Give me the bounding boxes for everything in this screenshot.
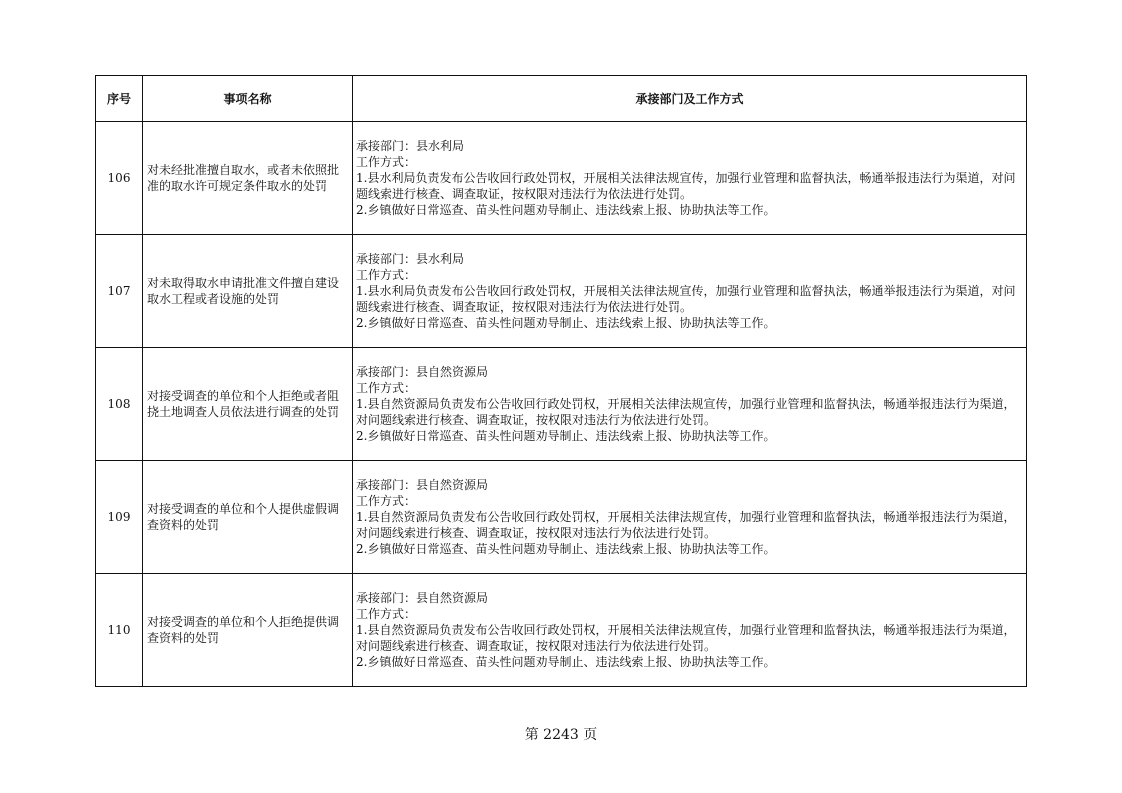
row-item2: 2.乡镇做好日常巡查、苗头性问题劝导制止、违法线索上报、协助执法等工作。 [356, 203, 776, 217]
row-item1: 1.县自然资源局负责发布公告收回行政处罚权，开展相关法律法规宣传，加强行业管理和监督执法，畅通举报违法行为渠道，对问题线索进行核查、调查取证，按权限对违法行为依法进行处罚。 [356, 623, 1016, 653]
row-detail [353, 461, 1027, 574]
row-name: 对接受调查的单位和个人拒绝或者阻挠土地调查人员依法进行调查的处罚 [143, 348, 353, 461]
row-method-label: 工作方式： [356, 607, 417, 621]
row-dept: 承接部门：县自然资源局 [356, 591, 489, 605]
row-method-label: 工作方式： [356, 268, 417, 282]
row-item2: 2.乡镇做好日常巡查、苗头性问题劝导制止、违法线索上报、协助执法等工作。 [356, 316, 776, 330]
row-method-label: 工作方式： [356, 494, 417, 508]
row-method-label: 工作方式： [356, 155, 417, 169]
row-dept: 承接部门：县自然资源局 [356, 365, 489, 379]
row-num: 109 [96, 461, 143, 574]
row-name: 对未经批准擅自取水，或者未依照批准的取水许可规定条件取水的处罚 [143, 122, 353, 235]
page-number: 第 2243 页 [524, 727, 598, 743]
row-item2: 2.乡镇做好日常巡查、苗头性问题劝导制止、违法线索上报、协助执法等工作。 [356, 542, 776, 556]
row-item2: 2.乡镇做好日常巡查、苗头性问题劝导制止、违法线索上报、协助执法等工作。 [356, 429, 776, 443]
table-row [96, 122, 1027, 235]
row-num: 107 [96, 235, 143, 348]
header-name: 事项名称 [143, 76, 353, 122]
row-item1: 1.县自然资源局负责发布公告收回行政处罚权，开展相关法律法规宣传，加强行业管理和监督执法，畅通举报违法行为渠道，对问题线索进行核查、调查取证，按权限对违法行为依法进行处罚。 [356, 510, 1016, 540]
row-name: 对接受调查的单位和个人提供虚假调查资料的处罚 [143, 461, 353, 574]
table-row [96, 574, 1027, 687]
row-detail [353, 235, 1027, 348]
row-method-label: 工作方式： [356, 381, 417, 395]
header-detail: 承接部门及工作方式 [353, 76, 1027, 122]
table-header-row [96, 76, 1027, 122]
row-num: 110 [96, 574, 143, 687]
row-item2: 2.乡镇做好日常巡查、苗头性问题劝导制止、违法线索上报、协助执法等工作。 [356, 655, 776, 669]
row-dept: 承接部门：县自然资源局 [356, 478, 489, 492]
row-dept: 承接部门：县水利局 [356, 252, 465, 266]
row-dept: 承接部门：县水利局 [356, 139, 465, 153]
header-num: 序号 [96, 76, 143, 122]
table-row [96, 461, 1027, 574]
row-item1: 1.县水利局负责发布公告收回行政处罚权，开展相关法律法规宣传，加强行业管理和监督执法，畅通举报违法行为渠道，对问题线索进行核查、调查取证，按权限对违法行为依法进行处罚。 [356, 284, 1016, 314]
items-table [95, 75, 1027, 687]
row-detail [353, 122, 1027, 235]
row-item1: 1.县水利局负责发布公告收回行政处罚权，开展相关法律法规宣传，加强行业管理和监督执法，畅通举报违法行为渠道，对问题线索进行核查、调查取证，按权限对违法行为依法进行处罚。 [356, 171, 1016, 201]
table-row [96, 235, 1027, 348]
row-item1: 1.县自然资源局负责发布公告收回行政处罚权，开展相关法律法规宣传，加强行业管理和监督执法，畅通举报违法行为渠道，对问题线索进行核查、调查取证，按权限对违法行为依法进行处罚。 [356, 397, 1016, 427]
row-num: 106 [96, 122, 143, 235]
row-detail [353, 348, 1027, 461]
row-name: 对未取得取水申请批准文件擅自建设取水工程或者设施的处罚 [143, 235, 353, 348]
row-name: 对接受调查的单位和个人拒绝提供调查资料的处罚 [143, 574, 353, 687]
row-detail [353, 574, 1027, 687]
row-num: 108 [96, 348, 143, 461]
table-row [96, 348, 1027, 461]
